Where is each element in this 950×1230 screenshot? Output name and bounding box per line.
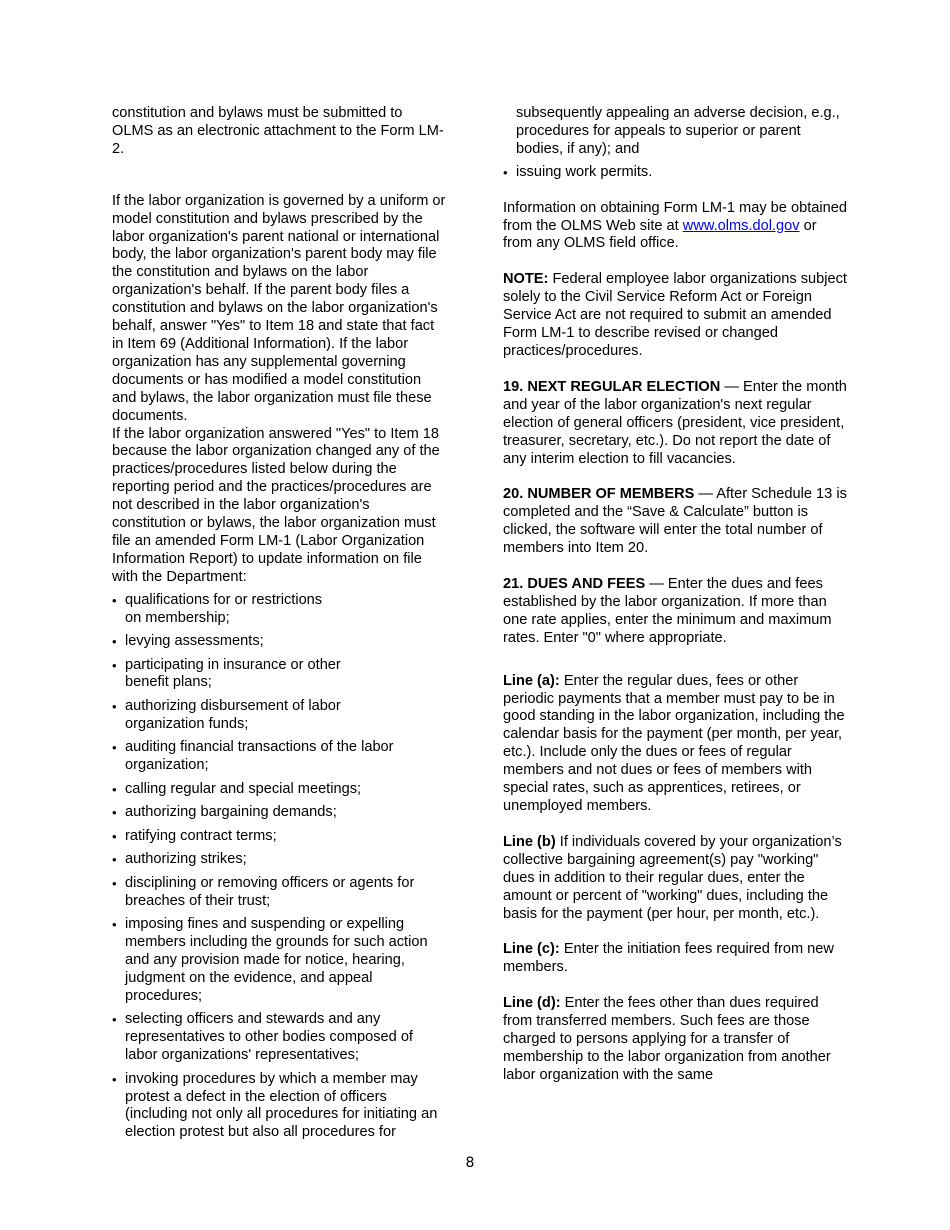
item-21-heading: 21. DUES AND FEES — [503, 576, 646, 593]
note-label: NOTE: — [503, 271, 549, 288]
line-b-paragraph — [503, 834, 848, 924]
practices-list-continued — [503, 164, 848, 182]
list-item: • ratifying contract terms; — [112, 828, 447, 846]
item-19-next-regular-election — [503, 379, 848, 469]
item-20-number-of-members — [503, 486, 848, 558]
paragraph-lm1-info — [503, 200, 848, 254]
paragraph-parent-body: If the labor organization is governed by a uniform or model constitution and bylaws prescribed by the labor organization's parent national or international body, the labor organization's parent body may file the constitution and bylaws on the labor organization's behalf. If the parent body files a constitution and bylaws on the labor organization's behalf, answer "Yes" to Item 18 and state that fact in Item 69 (Additional Information). If the labor organization has any supplemental governing documents or has modified a model constitution and bylaws, the labor organization must file these documents. — [112, 192, 446, 424]
line-b-text: If individuals covered by your organization’s collective bargaining agreement(s) pay "working" dues in addition to their regular dues, enter the amount or percent of "working" dues, including the basis for the payment (per hour, per month, etc.). — [503, 833, 842, 922]
line-d-paragraph — [503, 995, 848, 1085]
line-d-label: Line (d): — [503, 995, 561, 1012]
list-item: • authorizing disbursement of labor organization funds; — [112, 698, 447, 734]
list-item: • imposing fines and suspending or expelling members including the grounds for such action and any provision made for notice, hearing, judgment on the evidence, and appeal procedures; — [112, 916, 447, 1006]
item-20-text: — After Schedule 13 is completed and the “Save & Calculate” button is clicked, the software will enter the total number of members into Item 20. — [503, 486, 847, 557]
list-item: • calling regular and special meetings; — [112, 781, 447, 799]
list-item: • issuing work permits. — [503, 164, 848, 182]
practices-list — [112, 592, 447, 1143]
item-19-text: — Enter the month and year of the labor organization's next regular election of general officers (president, vice president, treasurer, secretary, etc.). Do not report the date of any interim election to fill vacancies. — [503, 378, 847, 467]
item-21-dues-and-fees — [503, 576, 848, 648]
line-d-text: Enter the fees other than dues required from transferred members. Such fees are those charged to persons applying for a transfer of membership to the labor organization from another labor organization with the same — [503, 995, 831, 1083]
line-c-paragraph — [503, 941, 848, 977]
page-number: 8 — [465, 1155, 475, 1171]
list-item: • levying assessments; — [112, 633, 447, 651]
line-c-label: Line (c): — [503, 941, 560, 958]
line-a-text: Enter the regular dues, fees or other periodic payments that a member must pay to be in good standing in the labor organization, including the calendar basis for the payment (per month, per year, etc.). Include only the dues or fees of regular members and not dues or fees of members with special rates, such as apprentices, retirees, or unemployed members. — [503, 672, 845, 814]
paragraph-amended-lm1: If the labor organization answered "Yes" to Item 18 because the labor organization changed any of the practices/procedures listed below during the reporting period and the practices/procedures are not described in the labor organization's constitution or bylaws, the labor organization must file an amended Form LM-1 (Labor Organization Information Report) to update information on file with the Department: — [112, 425, 440, 585]
info-text: Information on obtaining Form LM-1 may be obtained from the OLMS Web site at — [503, 199, 847, 234]
olms-website-link[interactable]: www.olms.dol.gov — [682, 217, 800, 234]
info-text-end: or from any OLMS field office. — [503, 217, 817, 252]
list-item: • disciplining or removing officers or agents for breaches of their trust; — [112, 875, 447, 911]
list-continuation: subsequently appealing an adverse decision, e.g., procedures for appeals to superior or parent bodies, if any); and — [516, 105, 840, 157]
list-item: • authorizing strikes; — [112, 851, 447, 869]
paragraph-note — [503, 271, 848, 361]
item-20-heading: 20. NUMBER OF MEMBERS — [503, 486, 695, 503]
list-item: • auditing financial transactions of the labor organization; — [112, 739, 447, 775]
note-text: Federal employee labor organizations subject solely to the Civil Service Reform Act or Foreign Service Act are not required to submit an amended Form LM-1 to describe revised or changed practices/procedures. — [503, 271, 847, 359]
right-column — [503, 105, 848, 1085]
line-a-label: Line (a): — [503, 672, 560, 689]
line-c-text: Enter the initiation fees required from new members. — [503, 941, 834, 976]
item-19-heading: 19. NEXT REGULAR ELECTION — [503, 378, 721, 395]
list-item: • invoking procedures by which a member may protest a defect in the election of officers (including not only all procedures for initiating an election protest but also all procedures for — [112, 1071, 447, 1143]
list-item: • authorizing bargaining demands; — [112, 804, 447, 822]
left-column — [112, 105, 447, 1142]
paragraph-attachment: constitution and bylaws must be submitted to OLMS as an electronic attachment to the Form LM-2. — [112, 105, 444, 157]
line-b-label: Line (b) — [503, 833, 556, 850]
list-item: • qualifications for or restrictions on membership; — [112, 592, 447, 628]
list-item: • participating in insurance or other benefit plans; — [112, 657, 447, 693]
list-item: • selecting officers and stewards and any representatives to other bodies composed of labor organizations' representatives; — [112, 1011, 447, 1065]
item-21-text: — Enter the dues and fees established by the labor organization. If more than one rate applies, enter the minimum and maximum rates. Enter "0" where appropriate. — [503, 576, 832, 646]
line-a-paragraph — [503, 673, 848, 816]
